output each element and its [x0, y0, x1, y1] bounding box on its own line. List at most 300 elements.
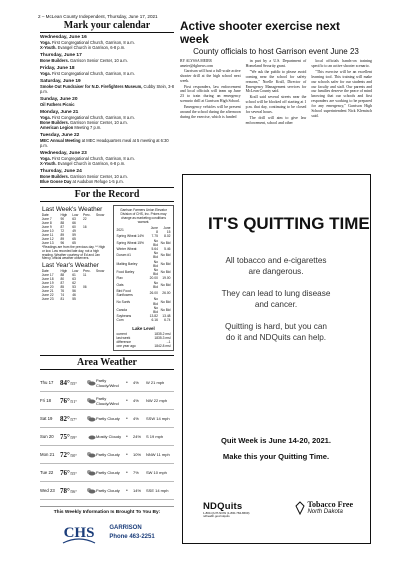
- article-paragraph: Garrison will host a full-scale active shooter drill at the high school next week.: [180, 68, 241, 83]
- chs-logo-text: CHS: [63, 525, 95, 542]
- calendar-line: [40, 125, 174, 130]
- raindrop-icon: •: [126, 415, 128, 422]
- table-row: [116, 239, 171, 247]
- weather-day: Tue 22: [40, 470, 54, 476]
- calendar-date: Saturday, June 19: [40, 79, 81, 84]
- partly-cloudy-icon: [86, 487, 96, 494]
- table-cell: 1835.2 msl: [154, 331, 171, 336]
- table-cell: 46: [72, 293, 76, 298]
- table-cell: June 22: [41, 293, 54, 298]
- record-section: [40, 205, 174, 351]
- table-row: [116, 251, 171, 259]
- weather-day: Sat 19: [40, 416, 53, 422]
- tobacco-free-logo: [295, 501, 353, 515]
- weather-temp: [60, 379, 86, 387]
- table-cell: 80: [60, 277, 65, 282]
- column-header: Low: [72, 269, 79, 274]
- weather-temp: [60, 469, 86, 477]
- table-cell: June 23: [41, 297, 54, 302]
- table-cell: Bird Food Sunflowers: [116, 289, 133, 298]
- article-body: [180, 59, 372, 127]
- table-cell: No Bid: [160, 270, 171, 275]
- table-cell: No Bid: [160, 253, 171, 258]
- precip-chance: 4%: [133, 380, 139, 386]
- table-cell: 19.00: [162, 276, 171, 281]
- right-column: [180, 20, 372, 127]
- table-cell: 74: [60, 293, 65, 298]
- table-cell: Oats: [116, 282, 124, 287]
- table-row: [116, 297, 171, 305]
- calendar-line: [40, 71, 174, 76]
- table-cell: 88: [60, 273, 65, 278]
- table-cell: June 19: [41, 281, 54, 286]
- ad-line-6: do it and NDQuits can help.: [225, 333, 327, 342]
- table-cell: 11: [82, 273, 87, 278]
- ad-bold-text: [183, 433, 369, 465]
- raindrop-icon: •: [126, 397, 128, 404]
- table-cell: No Bid: [153, 280, 158, 289]
- calendar-date: Wednesday, June 16: [40, 35, 87, 40]
- area-weather-title: Area Weather: [40, 355, 174, 370]
- table-cell: Spring Wheat 15%: [116, 240, 144, 245]
- weather-low: /56°: [69, 488, 78, 494]
- article-subhead: County officials to host Garrison event June 23: [193, 47, 359, 56]
- precip-chance: 4%: [133, 398, 139, 404]
- weather-day-row: [40, 410, 174, 428]
- weather-low: /55°: [69, 380, 78, 386]
- calendar-detail: First Congregational Church, Garrison, 8 a.m.: [50, 115, 135, 120]
- table-cell: 56: [72, 289, 76, 294]
- sponsor-block: [40, 517, 174, 549]
- calendar-event: X-Youth.: [40, 161, 57, 166]
- table-cell: 6.74: [164, 318, 171, 323]
- calendar-entry: [40, 133, 174, 148]
- calendar-event: Oil Fathers Picnic: [40, 102, 75, 107]
- table-cell: 85: [60, 285, 65, 290]
- table-cell: 16: [82, 225, 87, 229]
- table-cell: 1835.3 msl: [154, 335, 171, 340]
- raindrop-icon: •: [126, 487, 128, 494]
- table-cell: No Bid: [160, 307, 171, 312]
- tobacco-free-icon: [295, 501, 305, 515]
- weather-low: /57°: [69, 416, 78, 422]
- sponsor-name: GARRISON: [109, 525, 142, 532]
- calendar-line: [40, 84, 174, 94]
- quitting-time-logo-icon: [205, 201, 370, 241]
- table-cell: No Bid: [153, 268, 158, 277]
- article-byline: BY ALYSSA MEIER: [180, 59, 212, 63]
- wind-speed: SSE 14 mph: [146, 488, 169, 494]
- weather-low: /50°: [69, 452, 78, 458]
- weather-low: /59°: [69, 434, 78, 440]
- ad-bold-1: Quit Week is June 14-20, 2021.: [220, 436, 332, 445]
- last-year-table: [41, 269, 109, 301]
- weather-condition: Partly Cloudy: [96, 452, 120, 458]
- table-cell: No Bid: [153, 297, 158, 306]
- prices-header-row: [116, 226, 171, 234]
- column-header: Snow: [95, 213, 105, 217]
- article-paragraph: in part by a U.S. Department of Homeland Security grant.: [245, 59, 307, 68]
- partly-cloudy-icon: [86, 379, 96, 386]
- weather-high: 72°: [60, 450, 70, 459]
- sponsor-text: [109, 524, 154, 542]
- calendar-event: Bone Builders.: [40, 58, 69, 63]
- table-cell: [82, 297, 95, 301]
- article-paragraph: First responders, law enforcement and local officials will team up June 23 to train during an emergency scenario drill at Garrison High School.: [180, 84, 241, 104]
- weather-condition: Partly Cloudy/Wind: [96, 395, 119, 406]
- calendar-date: Monday, June 21: [40, 110, 79, 115]
- weather-day: Wed 23: [40, 488, 55, 494]
- weather-condition: Partly Cloudy: [96, 416, 120, 422]
- table-cell: No Bid: [153, 238, 158, 247]
- calendar-line: [40, 161, 174, 166]
- calendar-event: Bone Builders.: [40, 174, 69, 179]
- table-cell: Durum #1: [116, 253, 131, 258]
- ad-line-2: are dangerous.: [248, 267, 304, 276]
- table-cell: Flax: [116, 276, 123, 281]
- table-cell: 72: [60, 229, 65, 233]
- tobacco-free-title: Tobacco Free: [307, 500, 353, 509]
- article-column-2: [246, 59, 307, 127]
- table-cell: No Bid: [153, 305, 158, 315]
- calendar-entry: [40, 110, 174, 130]
- calendar-event: MEC Annual Meeting: [40, 138, 81, 143]
- calendar-detail: Garrison Senior Center, 10 a.m.: [68, 58, 128, 63]
- lake-level-title: Lake Level: [132, 325, 155, 331]
- last-week-table: [41, 213, 109, 245]
- ad-footer: [203, 501, 353, 531]
- weather-tables: [40, 205, 110, 351]
- table-cell: Spring Wheat 14%: [116, 234, 144, 239]
- table-cell: 59: [72, 233, 76, 237]
- calendar-entry: [40, 151, 174, 166]
- weather-condition: Partly Cloudy: [96, 488, 120, 494]
- calendar-line: [40, 45, 174, 50]
- table-row: [41, 297, 109, 301]
- table-cell: June 21: [41, 289, 54, 294]
- table-cell: June 7: [41, 217, 52, 221]
- tobacco-free-state: North Dakota: [307, 509, 343, 515]
- last-year-title: Last Year's Weather: [42, 262, 99, 270]
- calendar-title: Mark your calendar: [40, 20, 174, 33]
- article-paragraph: Emergency vehicles will be present around the school during the afternoon during the exercise, which is funded: [180, 105, 241, 119]
- calendar-entry: [40, 53, 174, 63]
- calendar-detail: Evangel Church in Garrison, 6-8 p.m.: [56, 45, 126, 50]
- wind-speed: NW 22 mph: [146, 398, 168, 404]
- partly-cloudy-icon: [86, 469, 96, 476]
- ndquits-logo: [203, 501, 249, 519]
- table-cell: 96: [60, 241, 65, 245]
- table-cell: 26.00: [149, 291, 158, 296]
- table-cell: 89: [60, 237, 65, 241]
- table-cell: June 13: [41, 241, 54, 245]
- calendar-entry: [40, 169, 174, 184]
- table-cell: No Bid: [160, 282, 171, 287]
- raindrop-icon: •: [126, 379, 128, 386]
- table-cell: 81: [60, 297, 65, 302]
- column-header: Prec.: [82, 213, 91, 217]
- weather-low: /51°: [69, 398, 78, 404]
- table-cell: Food Barley: [116, 270, 135, 275]
- cloud-icon: [86, 433, 96, 440]
- weather-low: /55°: [69, 470, 78, 476]
- column-header: Low: [72, 213, 79, 217]
- table-row: [116, 260, 171, 268]
- table-cell: 65: [72, 241, 76, 245]
- calendar-event: Blue Goose Day: [40, 179, 72, 184]
- column-header: Date: [41, 269, 49, 274]
- table-cell: last week: [116, 335, 131, 340]
- table-cell: 60: [72, 225, 76, 229]
- table-cell: 7.75: [151, 234, 158, 239]
- article-email: ameier@dglnews.com: [180, 63, 213, 68]
- table-cell: 13.82: [149, 314, 158, 319]
- precip-chance: 10%: [133, 452, 142, 458]
- column-header: Snow: [95, 269, 105, 274]
- calendar-line: [40, 138, 174, 148]
- table-cell: June 8: [41, 221, 52, 225]
- calendar-date: Thursday, June 24: [40, 169, 82, 174]
- table-cell: current: [116, 331, 127, 336]
- table-cell: June 11: [41, 233, 54, 237]
- calendar-date: Thursday, June 17: [40, 53, 82, 58]
- article-column-3: [311, 59, 372, 127]
- raindrop-icon: •: [126, 433, 128, 440]
- weather-day-row: [40, 374, 174, 392]
- partly-cloudy-icon: [86, 415, 96, 422]
- table-cell: 20.00: [149, 276, 158, 281]
- calendar-entry: [40, 35, 174, 50]
- precip-chance: 7%: [133, 470, 139, 476]
- calendar-line: [40, 102, 174, 107]
- table-row: [116, 306, 171, 314]
- table-cell: 8.02: [164, 234, 171, 239]
- table-cell: No Bid: [153, 251, 158, 260]
- table-cell: 65: [72, 237, 76, 241]
- table-cell: Corn: [116, 318, 124, 323]
- table-cell: 26.00: [162, 291, 171, 296]
- weather-day: Mon 21: [40, 452, 55, 458]
- table-cell: June 9: [41, 225, 52, 229]
- table-cell: 6.16: [151, 318, 158, 323]
- wind-speed: S 19 mph: [146, 434, 164, 440]
- article-paragraph: The drill will aim to give law enforcement, school and other: [245, 115, 307, 125]
- ad-line-3: They can lead to lung disease: [221, 289, 331, 298]
- calendar-line: [40, 179, 174, 184]
- table-cell: difference: [116, 340, 131, 345]
- table-cell: 13.48: [162, 314, 171, 319]
- ndquits-phone: 1-800-QUIT-NOW (1-800-784-8669): [203, 511, 250, 515]
- prices-column-header: 2021: [116, 228, 124, 233]
- calendar-event: Smoke Out Fundraiser for N.D. Firefighters Museum,: [40, 84, 143, 89]
- weather-high: 84°: [60, 378, 70, 387]
- record-title: For the Record: [40, 187, 174, 202]
- table-cell: 63: [72, 277, 76, 282]
- table-cell: 88: [60, 221, 65, 225]
- area-weather-list: [40, 374, 174, 500]
- weather-day-row: [40, 464, 174, 482]
- calendar-detail: First Congregational Church, Garrison, 8 a.m.: [50, 156, 135, 161]
- column-header: Prec.: [82, 269, 91, 274]
- calendar-detail: Garrison Senior Center, 10 a.m.: [68, 120, 128, 125]
- table-cell: 53: [72, 285, 76, 290]
- sponsor-phone: Phone 463-2251: [109, 534, 155, 541]
- weather-day-row: [40, 392, 174, 410]
- prices-column-header: June 15: [163, 226, 171, 235]
- article-headline: Active shooter exercise next week: [180, 19, 340, 46]
- table-cell: 62: [72, 281, 76, 286]
- calendar-detail: Evangel Church in Garrison, 6-8 p.m.: [56, 161, 126, 166]
- table-cell: No Sunfs: [116, 299, 131, 304]
- calendar-entry: [40, 79, 174, 94]
- weather-condition: Mostly Cloudy: [96, 434, 122, 440]
- calendar-date: Wednesday, June 23: [40, 151, 87, 156]
- weather-day: Fri 18: [40, 398, 51, 404]
- calendar-event: Yoga.: [40, 156, 51, 161]
- calendar-date: Tuesday, June 22: [40, 133, 80, 138]
- raindrop-icon: •: [126, 451, 128, 458]
- precip-chance: 4%: [133, 416, 139, 422]
- calendar-detail: at Audubon Refuge 1-5 p.m.: [71, 179, 124, 184]
- weather-high: 82°: [60, 414, 70, 423]
- weather-high: 75°: [60, 432, 70, 441]
- weather-temp: [60, 433, 86, 441]
- table-cell: No Bid: [153, 259, 158, 268]
- article-paragraph: Krall said several streets near the school will be blocked off starting at 1 p.m. that day, continuing to be closed for several hours.: [245, 95, 307, 115]
- article-paragraph: local officials hands-on training specific to an active shooter scenario.: [311, 59, 373, 68]
- ad-line-5: Quitting is hard, but you can: [225, 322, 327, 331]
- table-cell: 87: [60, 281, 65, 286]
- weather-temp: [60, 451, 86, 459]
- table-cell: 49: [72, 229, 76, 233]
- weather-condition: Partly Cloudy/Wind: [96, 377, 119, 388]
- table-cell: 76: [60, 289, 65, 294]
- raindrop-icon: •: [126, 469, 128, 476]
- ad-line-4: and cancer.: [254, 300, 298, 309]
- calendar-detail: Meeting 7 p.m.: [73, 125, 102, 130]
- sponsor-title: This Weekly Information Is Brought To You By:: [40, 506, 174, 515]
- table-cell: -.1: [166, 340, 171, 345]
- calendar-event: Bone Builders.: [40, 120, 69, 125]
- chs-logo-icon: [59, 517, 99, 549]
- calendar-detail: Garrison Senior Center, 10 a.m.: [68, 174, 128, 179]
- article-paragraph: "We ask the public to please avoid coming near the school for safety reasons," Noelle Krall, Director of Emergency Management services for McLean County said.: [245, 69, 307, 94]
- calendar-detail: First Congregational Church, Garrison, 8 a.m.: [50, 40, 135, 45]
- weather-high: 76°: [60, 396, 70, 405]
- weather-day: Thu 17: [40, 380, 54, 386]
- weather-condition: Partly Cloudy: [96, 470, 120, 476]
- table-cell: 5.64: [151, 247, 158, 252]
- weather-temp: [60, 487, 86, 495]
- ad-line-1: All tobacco and e-cigarettes: [225, 256, 327, 265]
- wind-speed: SW 10 mph: [146, 470, 167, 476]
- calendar-event: American Legion: [40, 125, 74, 130]
- calendar-event: Yoga.: [40, 71, 51, 76]
- table-cell: 1842.8 msl: [154, 344, 171, 349]
- calendar-detail: First Congregational Church, Garrison, 8 a.m.: [50, 71, 135, 76]
- calendar-date: Sunday, June 20: [40, 97, 78, 102]
- weather-day: Sun 20: [40, 434, 54, 440]
- table-row: [116, 318, 171, 322]
- table-cell: No Bid: [160, 261, 171, 266]
- table-cell: June 18: [41, 277, 54, 282]
- table-cell: 22: [82, 217, 87, 221]
- table-row: [116, 289, 171, 297]
- table-cell: 66: [72, 221, 76, 225]
- precip-chance: 14%: [133, 488, 142, 494]
- table-cell: Winter Wheat: [116, 247, 137, 252]
- weather-day-row: [40, 428, 174, 446]
- weather-note: *Readings are from the previous day. ** High or low. Low recorded late day, not a high reading. Weather courtesy of Ed and Jan Mercy, official weather observers.: [42, 245, 106, 261]
- ad-bold-2: Make this your Quitting Time.: [222, 452, 330, 461]
- calendar-event: Yoga.: [40, 115, 51, 120]
- prices-header: Garrison Farmers Union Elevator Division of CHS, Inc. Prices may change as marketing conditions warrant.: [120, 208, 167, 224]
- table-cell: 90: [60, 217, 65, 221]
- column-header: High: [60, 269, 68, 274]
- calendar-event: Yoga.: [40, 40, 51, 45]
- prices-column-header: June 8: [150, 226, 158, 235]
- calendar-list: [40, 35, 174, 184]
- table-cell: 89: [60, 233, 65, 237]
- article-paragraph: "This exercise will be an excellent learning tool. This training will make our schools safer for our students and our faculty and staff. Our parents and our families deserve the peace of mind knowing that our schools and first responders are working to be prepared for any emergency," Garrison High School superintendent Nick Klemisch said.: [311, 69, 373, 118]
- prices-table: [116, 226, 171, 323]
- table-cell: 63: [72, 217, 76, 221]
- calendar-entry: [40, 97, 174, 107]
- table-cell: No Bid: [160, 240, 171, 245]
- ad-body: [183, 255, 369, 354]
- partly-cloudy-icon: [86, 397, 96, 404]
- quitting-time-ad: [182, 174, 371, 544]
- wind-speed: W 21 mph: [146, 380, 165, 386]
- weather-high: 78°: [60, 486, 70, 495]
- calendar-detail: at MEC Headquarters meal at 5 meeting at 6:30 p.m.: [40, 138, 169, 148]
- table-cell: Soybeans: [116, 314, 132, 319]
- table-cell: No Bid: [160, 299, 171, 304]
- table-cell: 55: [72, 297, 76, 302]
- ad-logo-text: IT'S QUITTING TIME: [208, 214, 370, 233]
- table-cell: June 12: [41, 237, 54, 241]
- table-cell: 5.46: [164, 247, 171, 252]
- table-row: [116, 268, 171, 276]
- weather-temp: [60, 397, 86, 405]
- weather-day-row: [40, 446, 174, 464]
- last-week-title: Last Week's Weather: [42, 206, 103, 213]
- table-row: [116, 344, 171, 348]
- table-cell: June 10: [41, 229, 54, 233]
- table-cell: 61: [72, 273, 76, 278]
- table-cell: June 17: [41, 273, 54, 278]
- calendar-detail: Cubby Stein, 3-8 p.m.: [40, 84, 175, 94]
- left-column: [40, 20, 174, 549]
- calendar-event: X-Youth.: [40, 45, 57, 50]
- table-cell: Canola: [116, 307, 127, 312]
- precip-chance: 24%: [133, 434, 142, 440]
- table-cell: June 20: [41, 285, 54, 290]
- wind-speed: SSW 14 mph: [146, 416, 170, 422]
- ndquits-name: NDQuits: [203, 501, 243, 512]
- weather-day-row: [40, 482, 174, 500]
- weather-high: 76°: [60, 468, 70, 477]
- calendar-entry: [40, 66, 174, 76]
- weather-temp: [60, 415, 86, 423]
- table-cell: 87: [60, 225, 65, 229]
- table-row: [116, 281, 171, 289]
- article-column-1: [180, 59, 241, 127]
- column-header: High: [60, 213, 68, 217]
- lake-level-table: [116, 332, 171, 349]
- wind-speed: NNW 11 mph: [146, 452, 170, 458]
- grain-prices-box: [113, 205, 174, 351]
